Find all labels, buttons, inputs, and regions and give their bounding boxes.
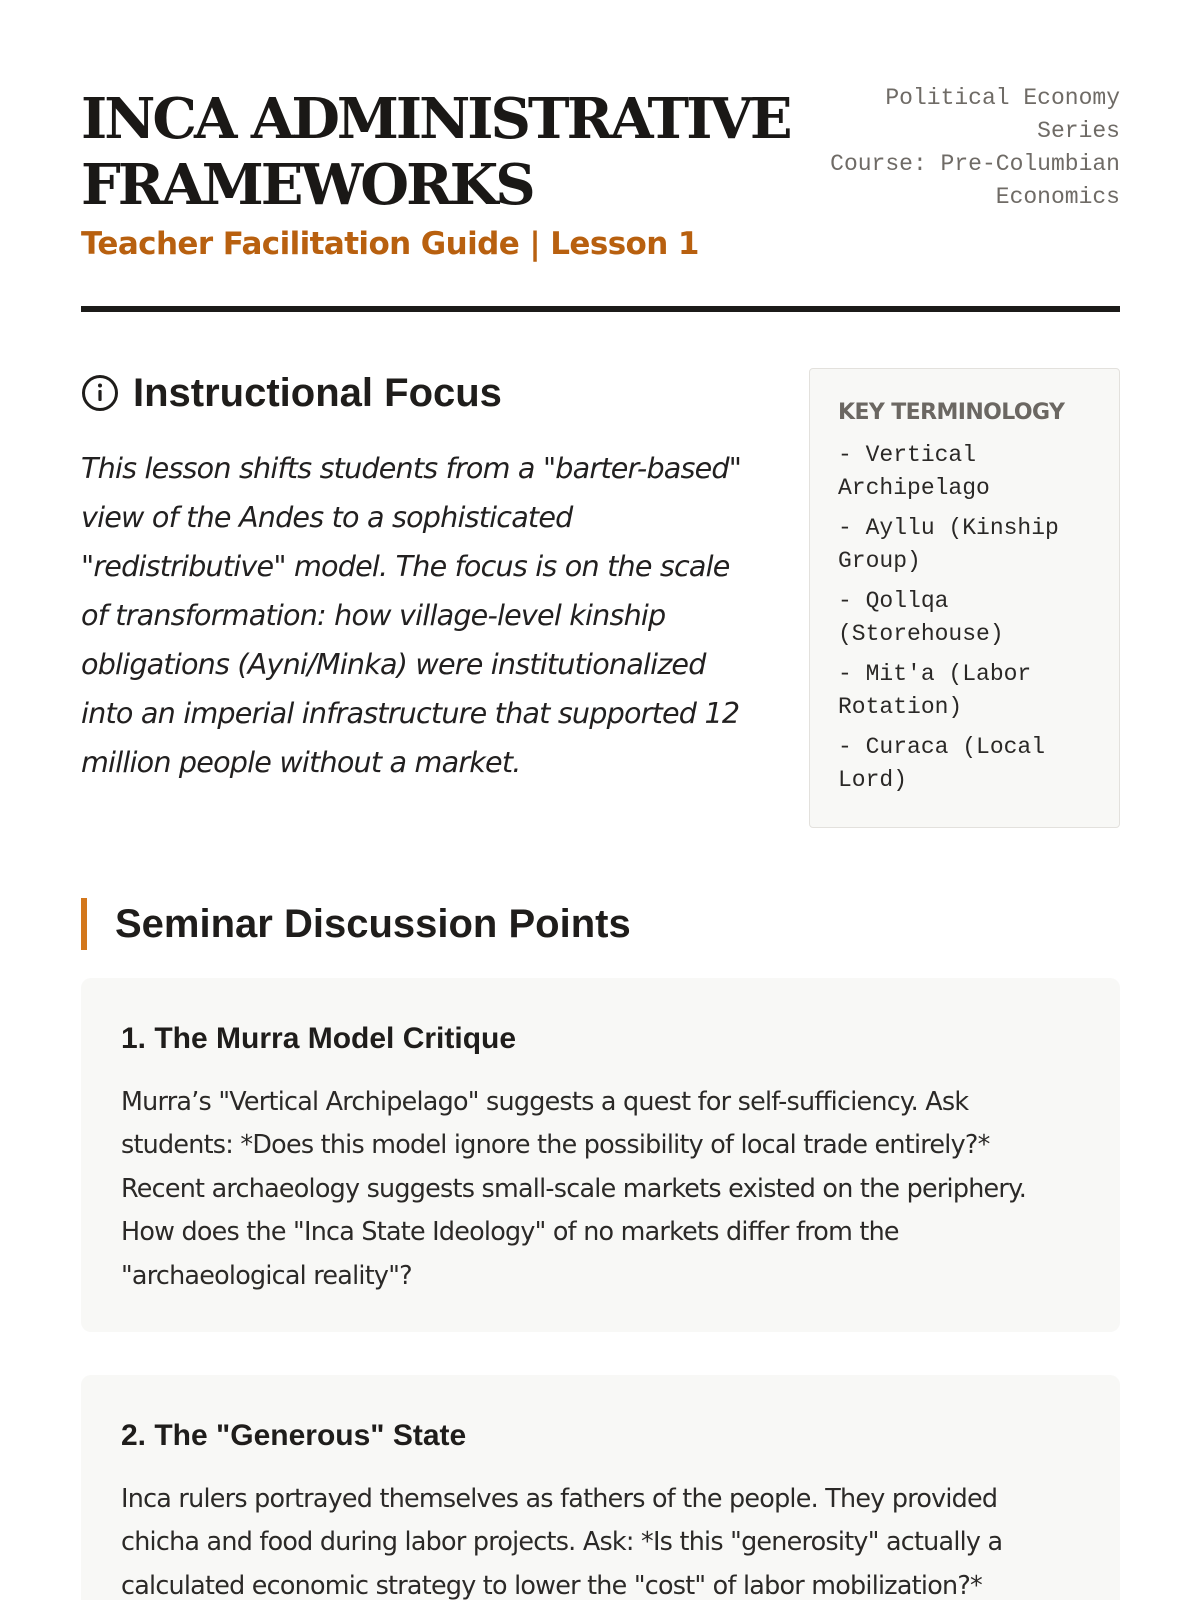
page-subtitle: Teacher Facilitation Guide | Lesson 1 — [81, 226, 699, 262]
terminology-list — [838, 439, 1095, 797]
key-terminology-box — [809, 368, 1120, 828]
instructional-focus-title: Instructional Focus — [133, 371, 502, 415]
discussion-point-text: Murra’s "Vertical Archipelago" suggests a quest for self-sufficiency. Ask students: *Does this model ignore the possibility of local trade entirely?* Recent archaeology suggests small-scale markets existed on the periphery. How does the "Inca State Ideology" of no markets differ from the "archaeological reality"? — [121, 1086, 1027, 1290]
discussion-point-title: 1. The Murra Model Critique — [121, 1022, 517, 1055]
seminar-section-header — [81, 898, 631, 950]
instructional-focus-header — [81, 368, 761, 418]
terminology-item: - Curaca (Local Lord) — [838, 734, 1046, 793]
discussion-point-card — [81, 1375, 1120, 1600]
key-terminology-title: KEY TERMINOLOGY — [838, 400, 1065, 425]
header-divider — [81, 306, 1120, 312]
terminology-item: - Mit'a (Labor Rotation) — [838, 661, 1032, 720]
discussion-point-card — [81, 978, 1120, 1332]
info-icon — [81, 374, 119, 412]
series-name: Political Economy Series — [885, 85, 1120, 144]
terminology-item: - Vertical Archipelago — [838, 442, 990, 501]
page-title: INCA ADMINISTRATIVE FRAMEWORKS — [81, 86, 790, 218]
series-meta — [820, 82, 1120, 214]
seminar-section-title: Seminar Discussion Points — [115, 902, 631, 946]
terminology-item: - Ayllu (Kinship Group) — [838, 515, 1059, 574]
instructional-focus-text: This lesson shifts students from a "barter-based" view of the Andes to a sophisticated "redistributive" model. The focus is on the scale of transformation: how village-level kinship obligations (Ayni/Minka) were institutionalized into an imperial infrastructure that supported 12 million people without a market. — [81, 451, 742, 779]
discussion-point-text: Inca rulers portrayed themselves as fathers of the people. They provided chicha and food during labor projects. Ask: *Is this "generosity" actually a calculated economic strategy to lower the "cost" of labor mobilization?* — [121, 1483, 1003, 1600]
discussion-point-title: 2. The "Generous" State — [121, 1419, 467, 1452]
page-header — [81, 82, 1120, 312]
section-accent-bar — [81, 898, 87, 950]
course-name: Course: Pre-Columbian Economics — [830, 151, 1120, 210]
instructional-focus-section — [81, 368, 761, 787]
teacher-guide-page — [81, 0, 1120, 1600]
terminology-item: - Qollqa (Storehouse) — [838, 588, 1004, 647]
